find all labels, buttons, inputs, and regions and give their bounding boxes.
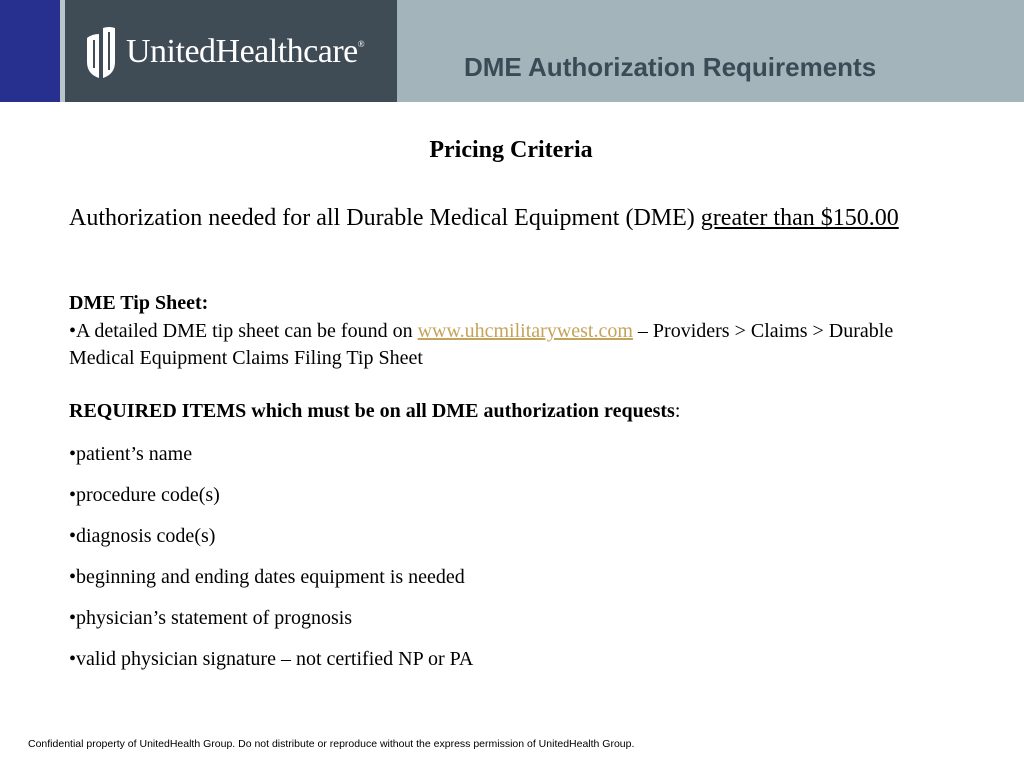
- website-link[interactable]: www.uhcmilitarywest.com: [417, 320, 633, 342]
- brand-logo-text: UnitedHealthcare®: [126, 33, 365, 70]
- list-item: •physician’s statement of prognosis: [69, 607, 353, 629]
- confidentiality-footer: Confidential property of UnitedHealth Group. Do not distribute or reproduce without the express permission of UnitedHealth Group.: [28, 738, 635, 750]
- unitedhealthcare-logo-icon: [84, 24, 118, 80]
- header-navy-stripe: [0, 0, 60, 102]
- tip-sheet-heading: DME Tip Sheet:: [69, 292, 209, 314]
- list-item: •diagnosis code(s): [69, 525, 216, 547]
- page-title: DME Authorization Requirements: [464, 52, 877, 82]
- required-items-heading: REQUIRED ITEMS which must be on all DME authorization requests:: [69, 400, 681, 422]
- authorization-threshold: greater than $150.00: [700, 205, 899, 231]
- list-item: •beginning and ending dates equipment is needed: [69, 566, 465, 588]
- list-item: •valid physician signature – not certified NP or PA: [69, 648, 474, 670]
- header-banner: [0, 0, 1024, 102]
- tip-sheet-text: •A detailed DME tip sheet can be found on www.uhcmilitarywest.com – Providers > Claims > Durable Medical Equipment Claims Filing Tip Sheet: [69, 320, 894, 369]
- required-items-list: [69, 441, 473, 687]
- list-item: •procedure code(s): [69, 484, 220, 506]
- list-item: •patient’s name: [69, 443, 193, 465]
- section-subtitle: Pricing Criteria: [429, 137, 593, 163]
- authorization-statement: Authorization needed for all Durable Medical Equipment (DME) greater than $150.00: [69, 205, 899, 231]
